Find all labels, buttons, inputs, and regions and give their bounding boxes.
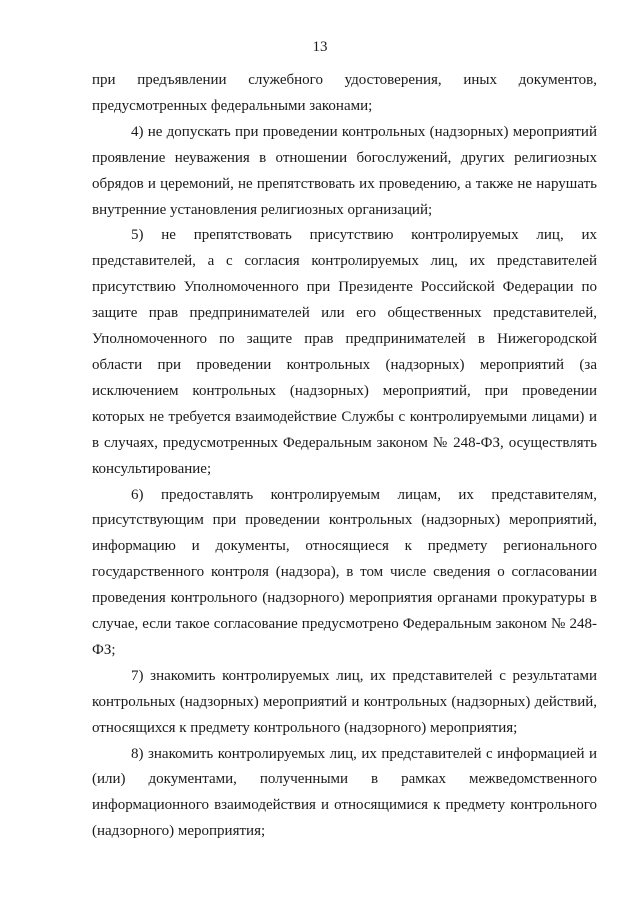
page-number: 13: [312, 39, 328, 55]
document-body: [92, 68, 597, 845]
paragraph-item-5: 5) не препятствовать присутствию контролируемых лиц, их представителей, а с согласия контролируемых лиц, их представителей присутствию Уполномоченного при Президенте Российской Федерации по защите прав предпринимателей или его общественных представителей, Уполномоченного по защите прав предпринимателей в Нижегородской области при проведении контрольных (надзорных) мероприятий (за исключением контрольных (надзорных) мероприятий, при проведении которых не требуется взаимодействие Службы с контролируемыми лицами) и в случаях, предусмотренных Федеральным законом № 248-ФЗ, осуществлять консультирование;: [92, 227, 597, 477]
paragraph-item-4: 4) не допускать при проведении контрольных (надзорных) мероприятий проявление неуважения в отношении богослужений, других религиозных обрядов и церемоний, не препятствовать их проведению, а также не нарушать внутренние установления религиозных организаций;: [92, 123, 597, 218]
paragraph-continuation: при предъявлении служебного удостоверения, иных документов, предусмотренных федеральными законами;: [92, 72, 597, 114]
paragraph-item-6: 6) предоставлять контролируемым лицам, их представителям, присутствующим при проведении контрольных (надзорных) мероприятий, информацию и документы, относящиеся к предмету регионального государственного контроля (надзора), в том числе сведения о согласовании проведения контрольного (надзорного) мероприятия органами прокуратуры в случае, если такое согласование предусмотрено Федеральным законом № 248-ФЗ;: [92, 486, 597, 658]
paragraph-item-7: 7) знакомить контролируемых лиц, их представителей с результатами контрольных (надзорных) мероприятий и контрольных (надзорных) действий, относящихся к предмету контрольного (надзорного) мероприятия;: [92, 667, 597, 736]
paragraph-item-8: 8) знакомить контролируемых лиц, их представителей с информацией и (или) документами, полученными в рамках межведомственного информационного взаимодействия и относящимися к предмету контрольного (надзорного) мероприятия;: [92, 745, 597, 840]
